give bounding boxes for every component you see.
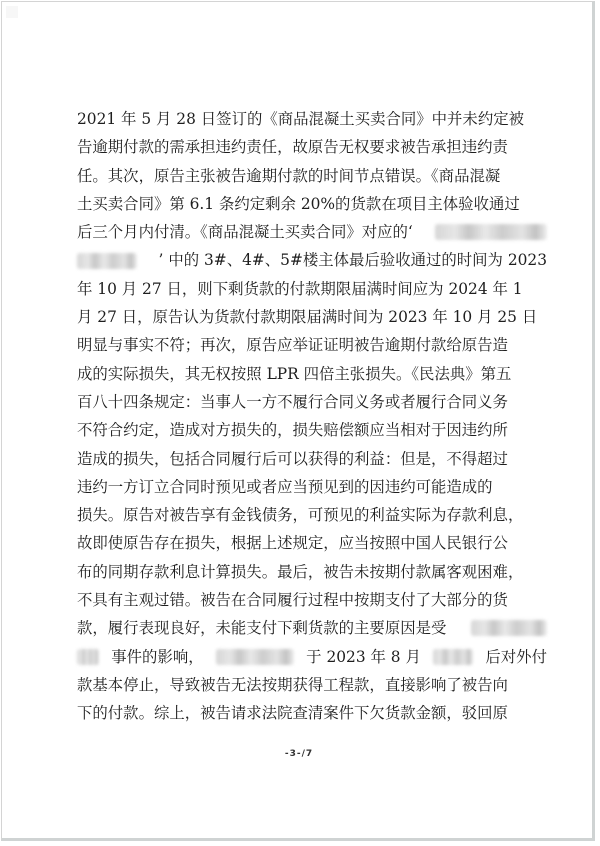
text-line — [77, 416, 547, 444]
line-text: 任。其次，原告主张被告逾期付款的时间节点错误。《商品混凝 — [77, 166, 501, 185]
line-text: 违约一方订立合同时预见或者应当预见到的因违约可能造成的 — [77, 477, 493, 496]
line-text: 不具有主观过错。被告在合同履行过程中按期支付了大部分的货 — [77, 591, 508, 610]
text-line — [77, 275, 547, 303]
redacted-date — [433, 649, 473, 665]
text-line — [77, 586, 547, 614]
line-text: 款基本停止，导致被告无法按期获得工程款，直接影响了被告向 — [77, 675, 508, 694]
line-text: 月 27 日，原告认为货款付款期限届满时间为 2023 年 10 月 25 日 — [77, 308, 538, 327]
text-line — [77, 671, 547, 699]
line-text: 造成的损失，包括合同履行后可以获得的利益：但是，不得超过 — [77, 449, 508, 468]
line-text: 布的同期存款利息计算损失。最后，被告未按期付款属客观困难， — [77, 562, 524, 581]
line-text: 下的付款。综上，被告请求法院查清案件下欠货款金额，驳回原 — [77, 704, 508, 723]
page-number: -3-/7 — [284, 749, 314, 759]
line-text: 百八十四条规定：当事人一方不履行合同义务或者履行合同义务 — [77, 392, 508, 411]
document-body — [77, 105, 547, 728]
line-text: 告逾期付款的需承担违约责任，故原告无权要求被告承担违约责 — [77, 138, 508, 157]
line-text: 故即使原告存在损失，根据上述规定，应当按照中国人民银行公 — [77, 534, 508, 553]
redacted-event-part2 — [77, 649, 99, 665]
text-line — [77, 529, 547, 557]
redacted-project-name-part2 — [77, 253, 137, 269]
line-text: 明显与事实不符；再次，原告应举证证明被告逾期付款给原告造 — [77, 336, 508, 355]
text-line — [77, 218, 547, 246]
text-line — [77, 246, 547, 274]
line-text: 年 10 月 27 日，则下剩货款的付款期限届满时间应为 2024 年 1 — [77, 279, 523, 298]
text-line — [77, 558, 547, 586]
redacted-event-part1 — [471, 620, 547, 636]
redacted-project-name-part1 — [435, 224, 547, 240]
text-line — [77, 133, 547, 161]
line-text: 后对外付 — [485, 647, 547, 666]
text-line — [77, 162, 547, 190]
text-line — [77, 473, 547, 501]
text-line — [77, 445, 547, 473]
text-line — [77, 614, 547, 642]
text-line — [77, 360, 547, 388]
line-text: 土买卖合同》第 6.1 条约定剩余 20%的货款在项目主体验收通过 — [77, 194, 520, 213]
line-text: 于 2023 年 8 月 — [306, 647, 421, 666]
redacted-party-name — [216, 649, 294, 665]
text-line — [77, 190, 547, 218]
text-line — [77, 699, 547, 727]
line-text: 后三个月内付清。《商品混凝土买卖合同》对应的‘ — [77, 223, 413, 242]
line-text: 事件的影响， — [111, 647, 204, 666]
text-line — [77, 105, 547, 133]
line-text: 损失。原告对被告享有金钱债务，可预见的利益实际为存款利息， — [77, 506, 524, 525]
line-text: 2021 年 5 月 28 日签订的《商品混凝土买卖合同》中并未约定被 — [77, 110, 524, 128]
text-line — [77, 643, 547, 671]
page-corner-mark — [6, 6, 18, 18]
text-line — [77, 388, 547, 416]
text-line — [77, 331, 547, 359]
text-line — [77, 501, 547, 529]
document-page — [1, 1, 595, 841]
line-text: ’ 中的 3#、4#、5#楼主体最后验收通过的时间为 2023 — [158, 251, 547, 270]
line-text: 不符合约定，造成对方损失的，损失赔偿额应当相对于因违约所 — [77, 421, 508, 440]
line-text: 款，履行表现良好，未能支付下剩货款的主要原因是受 — [77, 619, 447, 638]
line-text: 成的实际损失，其无权按照 LPR 四倍主张损失。《民法典》第五 — [77, 364, 512, 383]
text-line — [77, 303, 547, 331]
